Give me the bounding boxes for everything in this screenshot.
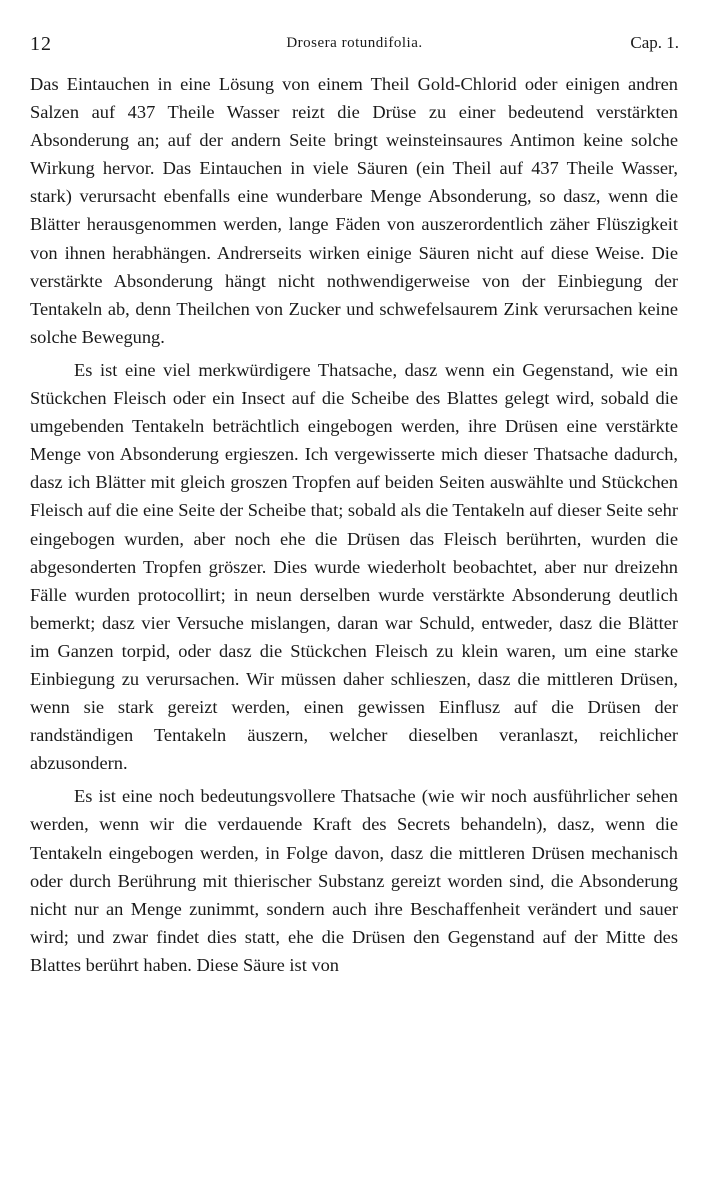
running-header [30, 33, 679, 57]
paragraph-3: Es ist eine noch bedeutungsvollere Thatsache (wie wir noch ausführlicher sehen werden, wenn wir die verdauende Kraft des Secrets behandeln), dasz, wenn die Tentakeln eingebogen werden, in Folge davon, dasz die mittleren Drüsen mechanisch oder durch Berührung mit thierischer Substanz gereizt worden sind, die Absonderung nicht nur an Menge zunimmt, sondern auch ihre Beschaffenheit verändert und sauer wird; und zwar findet dies statt, ehe die Drüsen den Gegenstand auf der Mitte des Blattes berührt haben. Diese Säure ist von [30, 786, 678, 975]
body-text [30, 70, 678, 979]
page-number: 12 [30, 33, 52, 55]
chapter-label: Cap. 1. [630, 33, 679, 52]
paragraph-1: Das Eintauchen in eine Lösung von einem Theil Gold-Chlorid oder einigen andren Salzen auf 437 Theile Wasser reizt die Drüse zu einer bedeutend verstärkten Absonderung an; auf der andern Seite bringt weinsteinsaures Antimon keine solche Wirkung hervor. Das Eintauchen in viele Säuren (ein Theil auf 437 Theile Wasser, stark) verursacht ebenfalls eine wunderbare Menge Absonderung, so dasz, wenn die Blätter herausgenommen werden, lange Fäden von auszerordentlich zäher Flüszigkeit von ihnen herabhängen. Andrerseits wirken einige Säuren nicht auf diese Weise. Die verstärkte Absonderung hängt nicht nothwendigerweise von der Einbiegung der Tentakeln ab, denn Theilchen von Zucker und schwefelsaurem Zink verursachen keine solche Bewegung. [30, 74, 678, 347]
paragraph-2: Es ist eine viel merkwürdigere Thatsache, dasz wenn ein Gegenstand, wie ein Stückchen Fleisch oder ein Insect auf die Scheibe des Blattes gelegt wird, sobald die umgebenden Tentakeln beträchtlich eingebogen werden, ihre Drüsen eine verstärkte Menge von Absonderung ergieszen. Ich vergewisserte mich dieser Thatsache dadurch, dasz ich Blätter mit gleich groszen Tropfen auf beiden Seiten auswählte und Stückchen Fleisch auf die eine Seite der Scheibe that; sobald als die Tentakeln auf dieser Seite sehr eingebogen wurden, aber noch ehe die Drüsen das Fleisch berührten, wurden die abgesonderten Tropfen gröszer. Dies wurde wiederholt beobachtet, aber nur dreizehn Fälle wurden protocollirt; in neun derselben wurde verstärkte Absonderung deutlich bemerkt; dasz vier Versuche mislangen, daran war Schuld, entweder, dasz die Blätter im Ganzen torpid, oder dasz die Stückchen Fleisch zu klein waren, um eine starke Einbiegung zu verursachen. Wir müssen daher schlieszen, dasz die mittleren Drüsen, wenn sie stark gereizt werden, einen gewissen Einflusz auf die Drüsen der randständigen Tentakeln äuszern, welcher dieselben veranlaszt, reichlicher abzusondern. [30, 359, 678, 774]
running-title: Drosera rotundifolia. [286, 35, 423, 51]
